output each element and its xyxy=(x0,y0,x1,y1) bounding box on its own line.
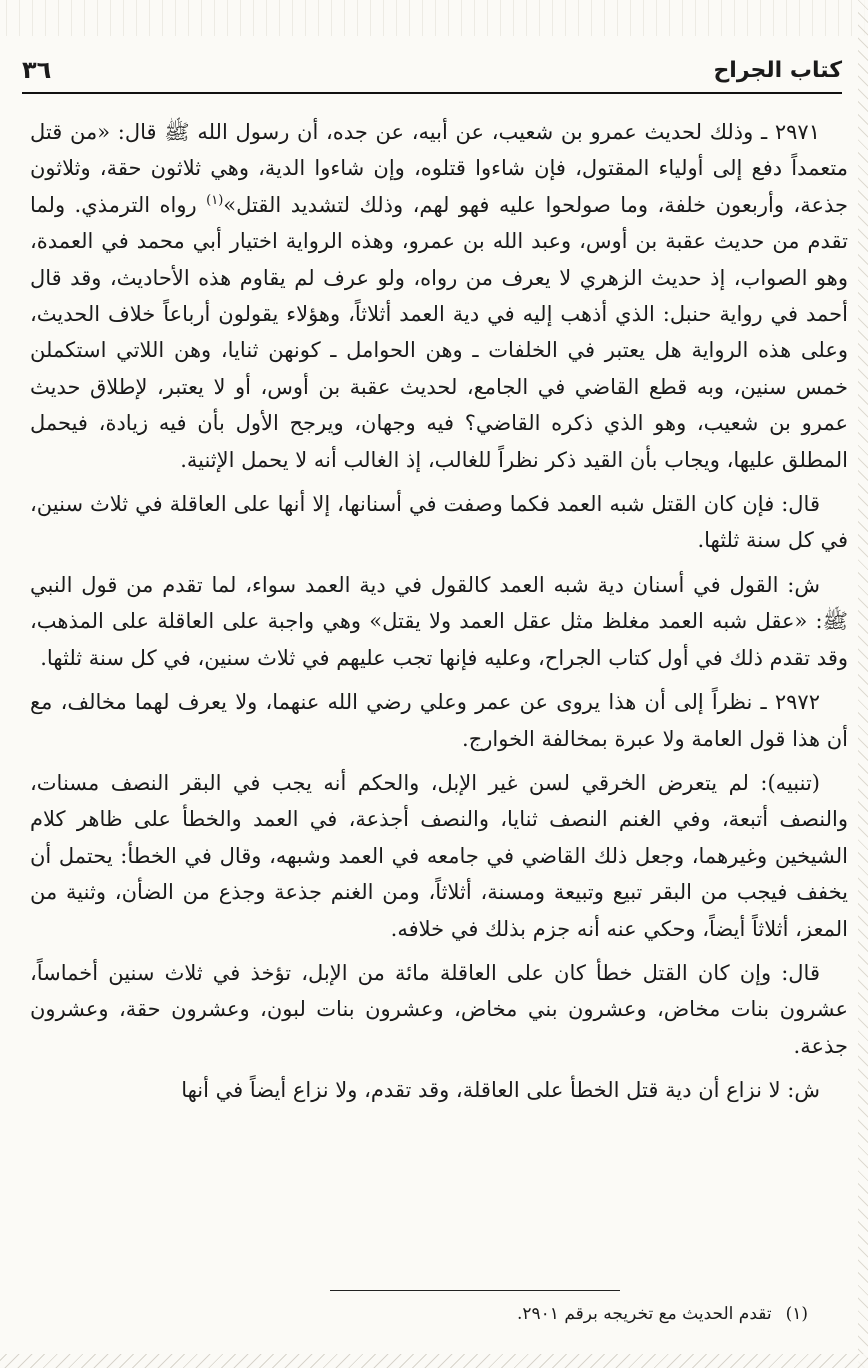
paragraph-text: ٢٩٧١ ـ وذلك لحديث عمرو بن شعيب، عن أبيه، عن جده، أن رسول الله ﷺ قال: «من قتل متعمداً دفع إلى أولياء المقتول، فإن شاءوا قتلوه، وإن شاءوا الدية، وهي ثلاثون حقة، وثلاثون جذعة، وأربعون خلفة، وما صولحوا عليه فهو لهم، وذلك لتشديد القتل» xyxy=(30,120,848,217)
paragraph-tanbih: (تنبيه): لم يتعرض الخرقي لسن غير الإبل، والحكم أنه يجب في البقر النصف مسنات، والنصف أتبعة، وفي الغنم النصف ثنايا، والنصف أجذعة، في العمد والخطأ على ظاهر كلام الشيخين وغيرهما، وجعل ذلك القاضي في جامعه في العمد وشبهه، وقال في الخطأ: يحتمل أن يخفف فيجب من البقر تبيع وتبيعة ومسنة، أثلاثاً، ومن الغنم جذعة وجذع من الضأن، وثنية من المعز، أثلاثاً أيضاً، وحكي عنه أنه جزم بذلك في خلافه. xyxy=(30,770,848,941)
paragraph-matn-shibh-amd: قال: فإن كان القتل شبه العمد فكما وصفت في أسنانها، إلا أنها على العاقلة في ثلاث سنين، في كل سنة ثلثها. xyxy=(30,492,848,553)
running-header xyxy=(22,56,842,94)
footnote-reference[interactable]: (١) xyxy=(206,192,224,208)
page-edge-bottom xyxy=(0,1354,868,1368)
footnote-mark: (١) xyxy=(785,1304,808,1324)
paragraph-sharh-shibh-amd: ش: القول في أسنان دية شبه العمد كالقول في دية العمد سواء، لما تقدم من قول النبي ﷺ: «عقل شبه العمد مغلظ مثل عقل العمد ولا يقتل» وهي واجبة على العاقلة على المذهب، وقد تقدم ذلك في أول كتاب الجراح، وعليه فإنها تجب عليهم في ثلاث سنين، في كل سنة ثلثها. xyxy=(30,572,848,670)
main-text xyxy=(30,114,848,1117)
chapter-title: كتاب الجراح xyxy=(713,58,842,83)
footnote-text: تقدم الحديث مع تخريجه برقم ٢٩٠١. xyxy=(517,1304,772,1324)
paragraph-text: رواه الترمذي. ولما تقدم من حديث عقبة بن أوس، وعبد الله بن عمرو، وهذه الرواية اختيار أبي محمد في العمدة، وهو الصواب، إذ حديث الزهري لا يعرف من رواه، ولو عرف لم يقاوم هذه الأحاديث، وقد قال أحمد في رواية حنبل: الذي أذهب إليه في دية العمد أثلاثاً، وهؤلاء يقولون أرباعاً خلاف الحديث، وعلى هذه الرواية هل يعتبر في الخلفات ـ وهن الحوامل ـ كونهن ثنايا، وهن اللاتي استكملن خمس سنين، وبه قطع القاضي في الجامع، لحديث عقبة بن أوس، أو لا يعتبر، لإطلاق حديث عمرو بن شعيب، وهو الذي ذكره القاضي؟ فيه وجهان، ويرجح الأول بأن فيه زيادة، فيحمل المطلق عليها، ويجاب بأن القيد ذكر نظراً للغالب، إذ الغالب أنه لا يحمل الإثنية. xyxy=(30,192,848,472)
page-edge-right xyxy=(858,0,868,1368)
page-number: ٣٦ xyxy=(22,56,52,84)
paragraph-sharh-khata: ش: لا نزاع أن دية قتل الخطأ على العاقلة، وقد تقدم، ولا نزاع أيضاً في أنها xyxy=(181,1078,820,1103)
footnote xyxy=(48,1300,808,1328)
paragraph-matn-khata: قال: وإن كان القتل خطأ كان على العاقلة مائة من الإبل، تؤخذ في ثلاث سنين أخماساً، عشرون بنات مخاض، وعشرون بني مخاض، وعشرون بنات لبون، وعشرون حقة، وعشرون جذعة. xyxy=(30,960,848,1058)
paragraph-hadith-2971 xyxy=(30,114,848,486)
paragraph-hadith-2972: ٢٩٧٢ ـ نظراً إلى أن هذا يروى عن عمر وعلي رضي الله عنهما، ولا يعرف لهما مخالف، مع أن هذا قول العامة ولا عبرة بمخالفة الخوارج. xyxy=(30,690,848,751)
footnote-divider xyxy=(330,1290,620,1291)
page-edge-top xyxy=(0,0,868,36)
